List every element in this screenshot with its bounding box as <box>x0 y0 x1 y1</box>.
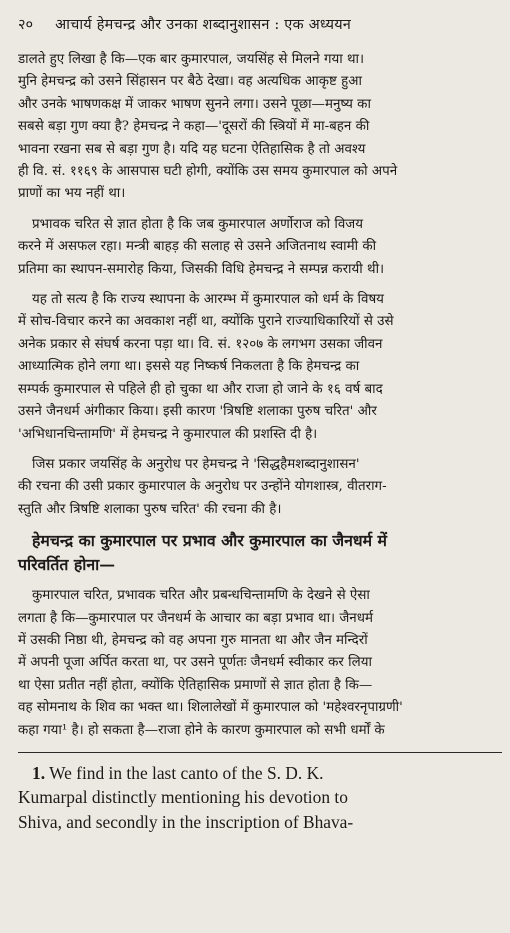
text-line: था ऐसा प्रतीत नहीं होता, क्योंकि ऐतिहासिक प्रमाणों से ज्ञात होता है कि— <box>18 677 373 693</box>
text-line: में उसकी निष्ठा थी, हेमचन्द्र को वह अपना गुरु मानता था और जैन मन्दिरों <box>18 632 368 648</box>
heading-line: हेमचन्द्र का कुमारपाल पर प्रभाव और कुमारपाल का जैनधर्म में <box>32 531 388 551</box>
footnote-marker: 1. <box>32 762 46 783</box>
text-line: स्तुति और त्रिषष्टि शलाका पुरुष चरित' की रचना की है। <box>18 501 282 517</box>
paragraph-4 <box>18 454 496 521</box>
heading-line: परिवर्तित होना— <box>18 555 116 575</box>
text-line: अनेक प्रकार से संघर्ष करना पड़ा था। वि. सं. १२०७ के लगभग उसका जीवन <box>18 336 383 352</box>
running-title: आचार्य हेमचन्द्र और उनका शब्दानुशासन : एक अध्ययन <box>55 17 352 33</box>
text-line: मुनि हेमचन्द्र को उसने सिंहासन पर बैठे देखा। वह अत्यधिक आकृष्ट हुआ <box>18 74 362 90</box>
text-line: भावना रखना सब से बड़ा गुण है। यदि यह घटना ऐतिहासिक है तो अवश्य <box>18 141 366 157</box>
text-line: प्राणों का भय नहीं था। <box>18 186 126 202</box>
text-line: जिस प्रकार जयसिंह के अनुरोध पर हेमचन्द्र ने 'सिद्धहैमशब्दानुशासन' <box>32 456 360 472</box>
section-heading <box>18 529 496 577</box>
section-paragraph <box>18 585 496 742</box>
paragraph-2 <box>18 214 496 281</box>
text-line: कुमारपाल चरित, प्रभावक चरित और प्रबन्धचिन्तामणि के देखने से ऐसा <box>32 588 370 604</box>
text-line: और उनके भाषणकक्ष में जाकर भाषण सुनने लगा। उसने पूछा—मनुष्य का <box>18 96 371 112</box>
text-line: की रचना की उसी प्रकार कुमारपाल के अनुरोध पर उन्होंने योगशास्त्र, वीतराग- <box>18 479 387 495</box>
text-line: ही वि. सं. ११६९ के आसपास घटी होगी, क्योंकि उस समय कुमारपाल को अपने <box>18 164 398 180</box>
page-number: २० <box>18 17 34 33</box>
text-line: सबसे बड़ा गुण क्या है? हेमचन्द्र ने कहा—'दूसरों की स्त्रियों में मा-बहन की <box>18 119 370 135</box>
text-line: में सोच-विचार करने का अवकाश नहीं था, क्योंकि पुराने राज्याधिकारियों से उसे <box>18 314 394 330</box>
text-line: प्रभावक चरित से ज्ञात होता है कि जब कुमारपाल अर्णोराज को विजय <box>32 216 364 232</box>
text-line: आध्यात्मिक होने लगा था। इससे यह निष्कर्ष निकलता है कि हेमचन्द्र का <box>18 359 360 375</box>
paragraph-3 <box>18 289 496 446</box>
text-line: सम्पर्क कुमारपाल से पहिले ही हो चुका था और राजा हो जाने के १६ वर्ष बाद <box>18 381 383 397</box>
footnote-line: Shiva, and secondly in the inscription of Bhava- <box>18 811 354 832</box>
footnote <box>18 761 496 835</box>
text-line: करने में असफल रहा। मन्त्री बाहड़ की सलाह से उसने अजितनाथ स्वामी की <box>18 239 377 255</box>
text-line: लगता है कि—कुमारपाल पर जैनधर्म के आचार का बड़ा प्रभाव था। जैनधर्म <box>18 610 373 626</box>
page-body <box>18 49 496 834</box>
text-line: कहा गया¹ है। हो सकता है—राजा होने के कारण कुमारपाल को सभी धर्मों के <box>18 722 385 738</box>
footnote-line: Kumarpal distinctly mentioning his devotion to <box>18 787 348 808</box>
footnote-line: We find in the last canto of the S. D. K. <box>49 762 324 783</box>
footnote-divider <box>18 752 502 753</box>
text-line: यह तो सत्य है कि राज्य स्थापना के आरम्भ में कुमारपाल को धर्म के विषय <box>32 292 384 308</box>
text-line: में अपनी पूजा अर्पित करता था, पर उसने पूर्णतः जैनधर्म स्वीकार कर लिया <box>18 655 372 671</box>
text-line: डालते हुए लिखा है कि—एक बार कुमारपाल, जयसिंह से मिलने गया था। <box>18 52 365 67</box>
text-line: उसने जैनधर्म अंगीकार किया। इसी कारण 'त्रिषष्टि शलाका पुरुष चरित' और <box>18 404 377 420</box>
paragraph-1 <box>18 49 496 206</box>
running-header <box>18 14 496 43</box>
text-line: प्रतिमा का स्थापन-समारोह किया, जिसकी विधि हेमचन्द्र ने सम्पन्न करायी थी। <box>18 261 385 277</box>
text-line: वह सोमनाथ के शिव का भक्त था। शिलालेखों में कुमारपाल को 'महेश्वरनृपाग्रणी' <box>18 700 403 716</box>
text-line: 'अभिधानचिन्तामणि' में हेमचन्द्र ने कुमारपाल की प्रशस्ति दी है। <box>18 426 318 442</box>
